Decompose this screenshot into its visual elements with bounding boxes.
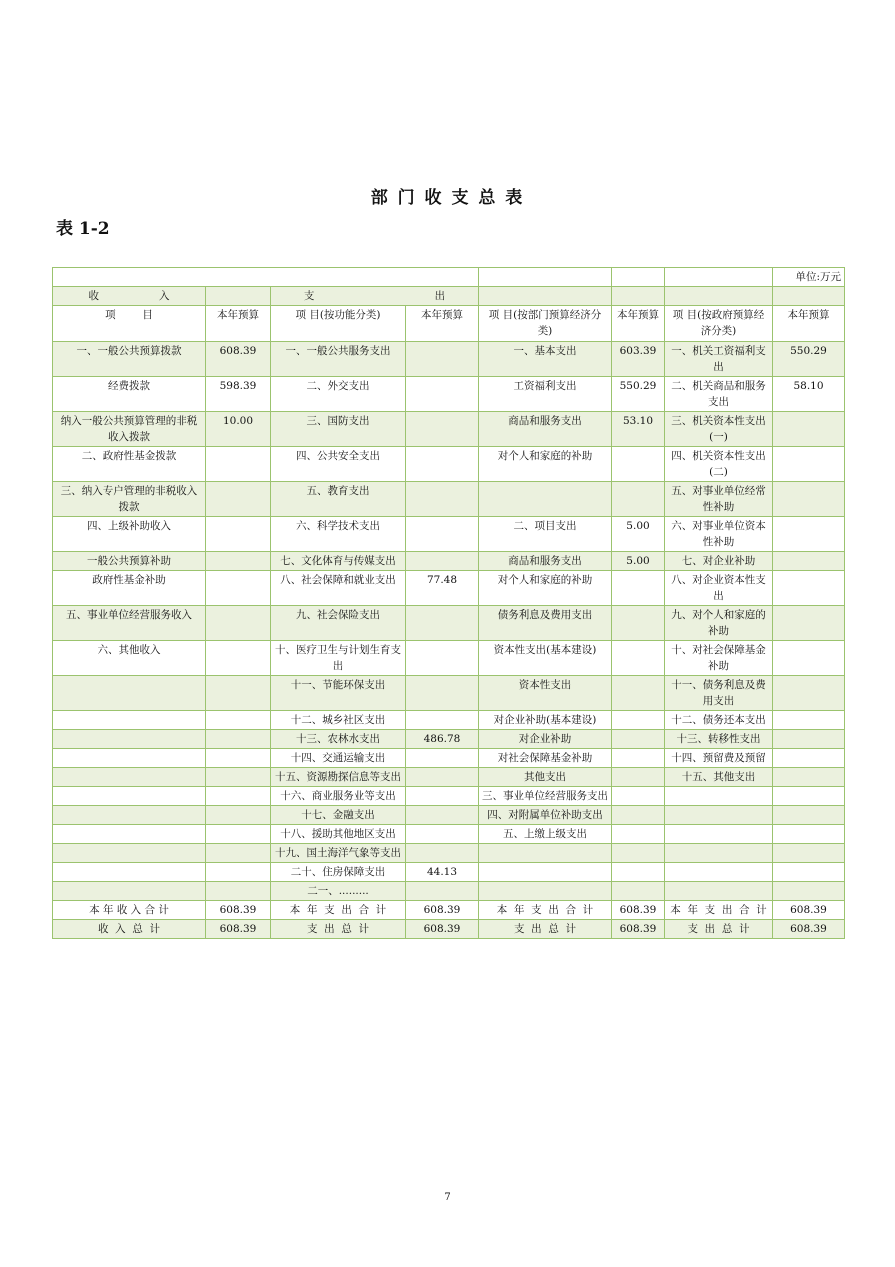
dept-econ-budget-cell — [612, 825, 665, 844]
function-item-cell: 十八、援助其他地区支出 — [271, 825, 406, 844]
function-budget-cell — [406, 711, 479, 730]
blank-cell — [479, 268, 612, 287]
income-item-cell — [53, 844, 206, 863]
dept-econ-budget-cell — [612, 711, 665, 730]
function-item-cell: 二十、住房保障支出 — [271, 863, 406, 882]
col-header: 本年预算 — [206, 306, 271, 342]
function-item-cell: 支 出 总 计 — [271, 920, 406, 939]
gov-econ-budget-cell — [773, 571, 845, 606]
function-item-cell: 十三、农林水支出 — [271, 730, 406, 749]
function-budget-cell — [406, 606, 479, 641]
gov-econ-item-cell — [665, 882, 773, 901]
unit-label: 单位:万元 — [773, 268, 845, 287]
function-budget-cell — [406, 377, 479, 412]
income-item-cell: 六、其他收入 — [53, 641, 206, 676]
income-budget-cell — [206, 482, 271, 517]
gov-econ-budget-cell — [773, 711, 845, 730]
table-row — [53, 863, 845, 882]
dept-econ-budget-cell: 5.00 — [612, 517, 665, 552]
dept-econ-budget-cell: 5.00 — [612, 552, 665, 571]
gov-econ-budget-cell — [773, 806, 845, 825]
income-budget-cell — [206, 863, 271, 882]
total-row — [53, 901, 845, 920]
dept-econ-budget-cell — [612, 730, 665, 749]
gov-econ-item-cell: 三、机关资本性支出(一) — [665, 412, 773, 447]
dept-econ-item-cell: 五、上缴上级支出 — [479, 825, 612, 844]
function-item-cell: 二一、......... — [271, 882, 406, 901]
income-item-cell — [53, 882, 206, 901]
unit-row — [53, 268, 845, 287]
function-item-cell: 二、外交支出 — [271, 377, 406, 412]
income-item-cell: 纳入一般公共预算管理的非税收入拨款 — [53, 412, 206, 447]
income-item-cell: 本 年 收 入 合 计 — [53, 901, 206, 920]
income-budget-cell — [206, 447, 271, 482]
gov-econ-item-cell — [665, 806, 773, 825]
dept-econ-budget-cell — [612, 844, 665, 863]
income-budget-cell: 598.39 — [206, 377, 271, 412]
income-budget-cell — [206, 768, 271, 787]
gov-econ-item-cell — [665, 825, 773, 844]
function-budget-cell: 608.39 — [406, 901, 479, 920]
gov-econ-budget-cell — [773, 882, 845, 901]
income-item-cell — [53, 711, 206, 730]
blank-cell — [206, 287, 271, 306]
gov-econ-item-cell: 五、对事业单位经常性补助 — [665, 482, 773, 517]
function-item-cell: 十二、城乡社区支出 — [271, 711, 406, 730]
gov-econ-budget-cell — [773, 730, 845, 749]
function-budget-cell — [406, 552, 479, 571]
dept-econ-budget-cell — [612, 882, 665, 901]
dept-econ-item-cell: 对企业补助 — [479, 730, 612, 749]
blank-cell — [665, 287, 773, 306]
table-row — [53, 342, 845, 377]
function-item-cell: 八、社会保障和就业支出 — [271, 571, 406, 606]
dept-econ-budget-cell — [612, 768, 665, 787]
table-row — [53, 606, 845, 641]
dept-econ-budget-cell — [612, 787, 665, 806]
gov-econ-item-cell: 四、机关资本性支出(二) — [665, 447, 773, 482]
dept-econ-budget-cell: 608.39 — [612, 920, 665, 939]
income-budget-cell — [206, 641, 271, 676]
gov-econ-item-cell: 六、对事业单位资本性补助 — [665, 517, 773, 552]
gov-econ-budget-cell — [773, 447, 845, 482]
function-item-cell: 五、教育支出 — [271, 482, 406, 517]
dept-econ-item-cell: 对社会保障基金补助 — [479, 749, 612, 768]
function-item-cell: 十五、资源勘探信息等支出 — [271, 768, 406, 787]
dept-econ-item-cell: 对企业补助(基本建设) — [479, 711, 612, 730]
income-item-cell — [53, 676, 206, 711]
gov-econ-budget-cell — [773, 552, 845, 571]
dept-econ-budget-cell: 53.10 — [612, 412, 665, 447]
function-item-cell: 十六、商业服务业等支出 — [271, 787, 406, 806]
income-item-cell: 经费拨款 — [53, 377, 206, 412]
table-id: 表 1-2 — [56, 219, 110, 239]
income-budget-cell — [206, 787, 271, 806]
income-budget-cell — [206, 711, 271, 730]
dept-econ-item-cell — [479, 882, 612, 901]
table-row — [53, 882, 845, 901]
blank-cell — [773, 287, 845, 306]
dept-econ-budget-cell — [612, 806, 665, 825]
income-budget-cell: 608.39 — [206, 342, 271, 377]
gov-econ-budget-cell — [773, 517, 845, 552]
function-budget-cell: 77.48 — [406, 571, 479, 606]
col-header: 项 目 — [53, 306, 206, 342]
income-item-cell — [53, 730, 206, 749]
income-item-cell: 一、一般公共预算拨款 — [53, 342, 206, 377]
function-budget-cell — [406, 749, 479, 768]
income-budget-cell — [206, 676, 271, 711]
function-item-cell: 本 年 支 出 合 计 — [271, 901, 406, 920]
function-item-cell: 七、文化体育与传媒支出 — [271, 552, 406, 571]
table-row — [53, 676, 845, 711]
income-budget-cell — [206, 749, 271, 768]
table-row — [53, 749, 845, 768]
dept-econ-budget-cell — [612, 447, 665, 482]
blank-cell — [612, 287, 665, 306]
income-item-cell: 四、上级补助收入 — [53, 517, 206, 552]
dept-econ-item-cell: 对个人和家庭的补助 — [479, 571, 612, 606]
dept-econ-budget-cell — [612, 571, 665, 606]
gov-econ-budget-cell — [773, 749, 845, 768]
gov-econ-item-cell: 本 年 支 出 合 计 — [665, 901, 773, 920]
dept-econ-item-cell: 其他支出 — [479, 768, 612, 787]
gov-econ-budget-cell: 58.10 — [773, 377, 845, 412]
gov-econ-item-cell: 十四、预留费及预留 — [665, 749, 773, 768]
blank-cell — [53, 268, 479, 287]
function-budget-cell — [406, 517, 479, 552]
function-budget-cell: 608.39 — [406, 920, 479, 939]
income-item-cell: 五、事业单位经营服务收入 — [53, 606, 206, 641]
gov-econ-budget-cell — [773, 825, 845, 844]
income-item-cell: 三、纳入专户管理的非税收入拨款 — [53, 482, 206, 517]
income-budget-cell — [206, 844, 271, 863]
table-row — [53, 447, 845, 482]
gov-econ-item-cell — [665, 844, 773, 863]
income-budget-cell — [206, 882, 271, 901]
section-header-row — [53, 287, 845, 306]
dept-econ-item-cell: 本 年 支 出 合 计 — [479, 901, 612, 920]
table-row — [53, 482, 845, 517]
gov-econ-item-cell: 二、机关商品和服务支出 — [665, 377, 773, 412]
gov-econ-budget-cell — [773, 482, 845, 517]
function-item-cell: 六、科学技术支出 — [271, 517, 406, 552]
income-item-cell — [53, 749, 206, 768]
gov-econ-budget-cell — [773, 863, 845, 882]
table-row — [53, 844, 845, 863]
table-row — [53, 711, 845, 730]
gov-econ-item-cell: 八、对企业资本性支出 — [665, 571, 773, 606]
dept-econ-item-cell: 工资福利支出 — [479, 377, 612, 412]
income-budget-cell — [206, 825, 271, 844]
income-item-cell: 政府性基金补助 — [53, 571, 206, 606]
table-row — [53, 552, 845, 571]
dept-econ-budget-cell: 550.29 — [612, 377, 665, 412]
income-item-cell: 一般公共预算补助 — [53, 552, 206, 571]
dept-econ-item-cell — [479, 844, 612, 863]
dept-econ-item-cell: 资本性支出(基本建设) — [479, 641, 612, 676]
col-header: 项 目(按部门预算经济分类) — [479, 306, 612, 342]
function-budget-cell — [406, 882, 479, 901]
function-budget-cell: 44.13 — [406, 863, 479, 882]
table-row — [53, 377, 845, 412]
function-budget-cell — [406, 825, 479, 844]
blank-cell — [479, 287, 612, 306]
function-budget-cell — [406, 447, 479, 482]
function-budget-cell — [406, 844, 479, 863]
income-header: 收 入 — [53, 287, 206, 306]
column-header-row — [53, 306, 845, 342]
table-row — [53, 412, 845, 447]
function-item-cell: 十九、国土海洋气象等支出 — [271, 844, 406, 863]
income-budget-cell — [206, 806, 271, 825]
function-budget-cell — [406, 482, 479, 517]
gov-econ-budget-cell: 550.29 — [773, 342, 845, 377]
page-number: 7 — [444, 1192, 451, 1203]
table-row — [53, 571, 845, 606]
dept-econ-budget-cell — [612, 749, 665, 768]
income-budget-cell — [206, 730, 271, 749]
gov-econ-budget-cell — [773, 768, 845, 787]
income-item-cell: 二、政府性基金拨款 — [53, 447, 206, 482]
income-budget-cell — [206, 606, 271, 641]
gov-econ-item-cell: 一、机关工资福利支出 — [665, 342, 773, 377]
gov-econ-item-cell: 支 出 总 计 — [665, 920, 773, 939]
income-item-cell — [53, 806, 206, 825]
gov-econ-item-cell: 七、对企业补助 — [665, 552, 773, 571]
table-row — [53, 768, 845, 787]
table-row — [53, 730, 845, 749]
table-row — [53, 517, 845, 552]
gov-econ-budget-cell — [773, 844, 845, 863]
table-row — [53, 787, 845, 806]
dept-econ-item-cell — [479, 482, 612, 517]
col-header: 项 目(按功能分类) — [271, 306, 406, 342]
income-budget-cell — [206, 571, 271, 606]
dept-econ-budget-cell — [612, 641, 665, 676]
function-item-cell: 九、社会保险支出 — [271, 606, 406, 641]
gov-econ-item-cell: 十、对社会保障基金补助 — [665, 641, 773, 676]
dept-econ-budget-cell: 603.39 — [612, 342, 665, 377]
dept-econ-item-cell: 商品和服务支出 — [479, 412, 612, 447]
grand-total-row — [53, 920, 845, 939]
dept-econ-budget-cell — [612, 676, 665, 711]
function-budget-cell — [406, 412, 479, 447]
function-budget-cell — [406, 787, 479, 806]
function-budget-cell — [406, 641, 479, 676]
income-budget-cell — [206, 517, 271, 552]
table-row — [53, 806, 845, 825]
dept-econ-item-cell — [479, 863, 612, 882]
function-item-cell: 一、一般公共服务支出 — [271, 342, 406, 377]
function-item-cell: 四、公共安全支出 — [271, 447, 406, 482]
gov-econ-budget-cell: 608.39 — [773, 920, 845, 939]
dept-econ-budget-cell — [612, 606, 665, 641]
blank-cell — [665, 268, 773, 287]
dept-econ-item-cell: 二、项目支出 — [479, 517, 612, 552]
dept-econ-item-cell: 支 出 总 计 — [479, 920, 612, 939]
function-item-cell: 三、国防支出 — [271, 412, 406, 447]
table-row — [53, 641, 845, 676]
gov-econ-item-cell: 九、对个人和家庭的补助 — [665, 606, 773, 641]
gov-econ-budget-cell — [773, 676, 845, 711]
function-budget-cell — [406, 768, 479, 787]
dept-econ-budget-cell — [612, 482, 665, 517]
income-item-cell — [53, 787, 206, 806]
function-item-cell: 十四、交通运输支出 — [271, 749, 406, 768]
blank-cell — [612, 268, 665, 287]
col-header: 本年预算 — [612, 306, 665, 342]
gov-econ-budget-cell — [773, 606, 845, 641]
income-item-cell: 收 入 总 计 — [53, 920, 206, 939]
function-budget-cell — [406, 342, 479, 377]
function-budget-cell — [406, 806, 479, 825]
function-item-cell: 十、医疗卫生与计划生育支出 — [271, 641, 406, 676]
income-budget-cell: 608.39 — [206, 901, 271, 920]
dept-econ-budget-cell: 608.39 — [612, 901, 665, 920]
gov-econ-budget-cell — [773, 787, 845, 806]
income-budget-cell: 10.00 — [206, 412, 271, 447]
dept-econ-item-cell: 对个人和家庭的补助 — [479, 447, 612, 482]
gov-econ-item-cell — [665, 863, 773, 882]
gov-econ-item-cell: 十一、债务利息及费用支出 — [665, 676, 773, 711]
col-header: 项 目(按政府预算经济分类) — [665, 306, 773, 342]
gov-econ-item-cell: 十二、债务还本支出 — [665, 711, 773, 730]
dept-econ-item-cell: 一、基本支出 — [479, 342, 612, 377]
budget-table — [52, 267, 845, 939]
gov-econ-item-cell — [665, 787, 773, 806]
income-budget-cell — [206, 552, 271, 571]
function-budget-cell: 486.78 — [406, 730, 479, 749]
income-budget-cell: 608.39 — [206, 920, 271, 939]
function-item-cell: 十一、节能环保支出 — [271, 676, 406, 711]
dept-econ-item-cell: 资本性支出 — [479, 676, 612, 711]
dept-econ-item-cell: 四、对附属单位补助支出 — [479, 806, 612, 825]
gov-econ-budget-cell: 608.39 — [773, 901, 845, 920]
income-item-cell — [53, 825, 206, 844]
gov-econ-item-cell: 十五、其他支出 — [665, 768, 773, 787]
income-item-cell — [53, 768, 206, 787]
gov-econ-item-cell: 十三、转移性支出 — [665, 730, 773, 749]
dept-econ-item-cell: 三、事业单位经营服务支出 — [479, 787, 612, 806]
income-item-cell — [53, 863, 206, 882]
gov-econ-budget-cell — [773, 641, 845, 676]
col-header: 本年预算 — [406, 306, 479, 342]
function-budget-cell — [406, 676, 479, 711]
dept-econ-item-cell: 债务利息及费用支出 — [479, 606, 612, 641]
gov-econ-budget-cell — [773, 412, 845, 447]
dept-econ-budget-cell — [612, 863, 665, 882]
expense-header: 支 出 — [271, 287, 479, 306]
col-header: 本年预算 — [773, 306, 845, 342]
dept-econ-item-cell: 商品和服务支出 — [479, 552, 612, 571]
function-item-cell: 十七、金融支出 — [271, 806, 406, 825]
table-row — [53, 825, 845, 844]
page-title: 部 门 收 支 总 表 — [370, 188, 525, 208]
